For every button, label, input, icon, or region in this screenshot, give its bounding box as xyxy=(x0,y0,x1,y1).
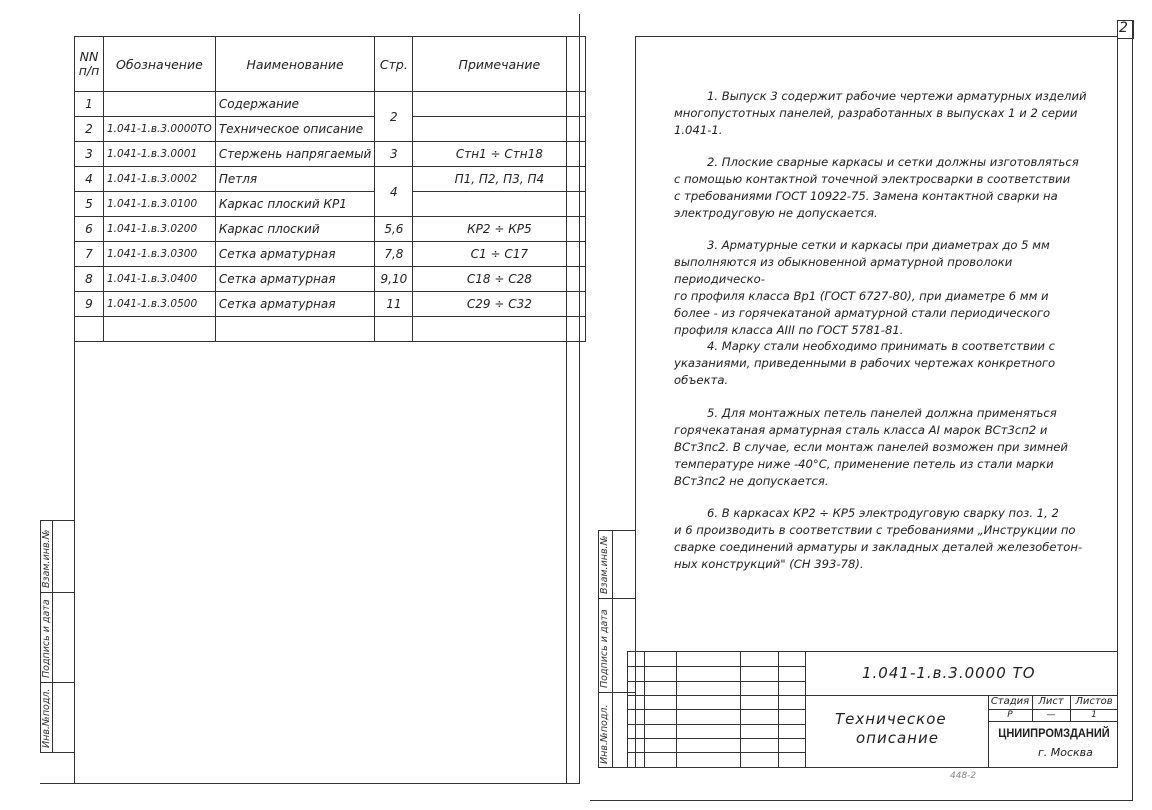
right-sheet-left-border xyxy=(635,36,636,768)
row-code: 1.041-1.в.3.0400 xyxy=(104,267,216,292)
para-line: 1.041-1. xyxy=(674,123,723,137)
stamp-grid-h xyxy=(627,724,805,725)
header-name: Наименование xyxy=(215,37,375,92)
stamp-sheet-value: — xyxy=(1046,710,1056,720)
para-line: 6. В каркасах КР2 ÷ КР5 электродуговую сварку поз. 1, 2 xyxy=(707,506,1059,520)
row-name: Каркас плоский xyxy=(215,217,375,242)
stamp-sheets-label: Листов xyxy=(1075,696,1113,707)
row-name: Содержание xyxy=(215,92,375,117)
row-no: 9 xyxy=(75,292,104,317)
para-line: го профиля класса Вр1 (ГОСТ 6727-80), при диаметре 6 мм и xyxy=(674,289,1049,303)
table-row-empty xyxy=(75,317,586,342)
row-code: 1.041-1.в.3.0100 xyxy=(104,192,216,217)
header-no: NN п/п xyxy=(75,37,104,92)
empty-cell xyxy=(75,317,104,342)
stamp-title-line2: описание xyxy=(856,729,939,747)
stamp-designation: 1.041-1.в.3.0000 ТО xyxy=(862,664,1036,682)
row-note xyxy=(413,117,586,142)
table-row xyxy=(75,192,586,217)
stamp-divider-v xyxy=(805,651,806,767)
table-row xyxy=(75,92,586,117)
row-no: 7 xyxy=(75,242,104,267)
stamp-grid-h xyxy=(627,681,805,682)
para-line: профиля класса АIII по ГОСТ 5781-81. xyxy=(674,323,904,337)
row-code: 1.041-1.в.3.0002 xyxy=(104,167,216,192)
stamp-sheets-value: 1 xyxy=(1091,710,1097,720)
row-no: 8 xyxy=(75,267,104,292)
row-name: Техническое описание xyxy=(215,117,375,142)
left-strip-divider xyxy=(40,592,74,593)
row-note: П1, П2, П3, П4 xyxy=(413,167,586,192)
header-page: Стр. xyxy=(375,37,413,92)
paragraph-3 xyxy=(674,237,1094,339)
row-no: 2 xyxy=(75,117,104,142)
para-line: 1. Выпуск 3 содержит рабочие чертежи арматурных изделий xyxy=(707,89,1087,103)
right-strip-divider xyxy=(598,530,635,531)
row-note xyxy=(413,192,586,217)
right-sheet-top-border xyxy=(635,36,1117,37)
stamp-grid-h xyxy=(627,695,805,696)
paragraph-5 xyxy=(674,405,1094,490)
row-name: Каркас плоский КР1 xyxy=(215,192,375,217)
row-no: 4 xyxy=(75,167,104,192)
table-right-border xyxy=(566,36,567,783)
sheet-number: 2 xyxy=(1119,20,1128,36)
row-note: Стн1 ÷ Стн18 xyxy=(413,142,586,167)
row-page: 5,6 xyxy=(375,217,413,242)
stamp-grid-h xyxy=(627,666,805,667)
header-code: Обозначение xyxy=(104,37,216,92)
left-strip-divider xyxy=(40,682,74,683)
row-code: 1.041-1.в.3.0001 xyxy=(104,142,216,167)
para-line: ВСт3пс2 не допускается. xyxy=(674,474,829,488)
left-label-orig: Инв.№подл. xyxy=(41,688,52,748)
row-page: 9,10 xyxy=(375,267,413,292)
stamp-org: ЦНИИПРОМЗДАНИЙ xyxy=(998,726,1110,740)
para-line: указаниями, приведенными в рабочих чертежах конкретного xyxy=(674,356,1056,370)
table-row xyxy=(75,117,586,142)
paragraph-4 xyxy=(674,338,1094,389)
para-line: температуре ниже -40°С, применение петель из стали марки xyxy=(674,457,1054,471)
right-label-inv: Взам.инв.№ xyxy=(599,535,610,594)
empty-cell xyxy=(375,317,413,342)
footer-number: 448-2 xyxy=(950,771,977,781)
row-code: 1.041-1.в.3.0500 xyxy=(104,292,216,317)
row-page: 7,8 xyxy=(375,242,413,267)
stamp-grid-h xyxy=(627,709,805,710)
row-page: 3 xyxy=(375,142,413,167)
row-code: 1.041-1.в.3.0000ТО xyxy=(104,117,216,142)
para-line: ВСт3пс2. В случае, если монтаж панелей возможен при зимней xyxy=(674,440,1068,454)
paragraph-6 xyxy=(674,505,1094,573)
row-name: Стержень напрягаемый xyxy=(215,142,375,167)
para-line: 5. Для монтажных петель панелей должна применяться xyxy=(707,406,1057,420)
row-note: С1 ÷ С17 xyxy=(413,242,586,267)
right-label-orig: Инв.№подл. xyxy=(599,704,610,764)
row-page: 4 xyxy=(375,167,413,217)
right-sheet-bottom-border xyxy=(598,767,1118,768)
row-name: Петля xyxy=(215,167,375,192)
table-row xyxy=(75,267,586,292)
para-line: 2. Плоские сварные каркасы и сетки должны изготовляться xyxy=(707,155,1079,169)
row-note: С18 ÷ С28 xyxy=(413,267,586,292)
table-row xyxy=(75,142,586,167)
stamp-top xyxy=(627,651,1118,652)
para-line: 4. Марку стали необходимо принимать в соответствии с xyxy=(707,339,1055,353)
row-no: 6 xyxy=(75,217,104,242)
row-no: 3 xyxy=(75,142,104,167)
table-row xyxy=(75,242,586,267)
right-sheet-right-border xyxy=(1117,20,1118,768)
stamp-stage-label: Стадия xyxy=(990,696,1030,707)
row-code xyxy=(104,92,216,117)
para-line: 3. Арматурные сетки и каркасы при диаметрах до 5 мм xyxy=(707,238,1050,252)
table-row xyxy=(75,167,586,192)
contents-table xyxy=(74,36,586,342)
outer-bottom-edge xyxy=(590,800,1133,801)
row-code: 1.041-1.в.3.0200 xyxy=(104,217,216,242)
row-note: С29 ÷ С32 xyxy=(413,292,586,317)
left-strip-divider xyxy=(40,752,74,753)
para-line: горячекатаная арматурная сталь класса АI марок ВСт3сп2 и xyxy=(674,423,1048,437)
para-line: ных конструкций" (СН 393-78). xyxy=(674,557,864,571)
para-line: объекта. xyxy=(674,373,729,387)
table-row xyxy=(75,217,586,242)
para-line: выполняются из обыкновенной арматурной проволоки периодическо- xyxy=(674,255,1013,286)
right-strip-border-2 xyxy=(612,530,613,767)
row-no: 5 xyxy=(75,192,104,217)
table-header-row xyxy=(75,37,586,92)
stamp-grid-h xyxy=(627,738,805,739)
row-note: КР2 ÷ КР5 xyxy=(413,217,586,242)
row-note xyxy=(413,92,586,117)
right-strip-divider xyxy=(598,692,635,693)
stamp-grid-h xyxy=(627,752,805,753)
row-name: Сетка арматурная xyxy=(215,242,375,267)
table-row xyxy=(75,292,586,317)
left-strip-border-2 xyxy=(52,520,53,752)
left-label-inv: Взам.инв.№ xyxy=(41,529,52,588)
row-page: 11 xyxy=(375,292,413,317)
left-label-sign: Подпись и дата xyxy=(41,599,52,678)
empty-cell xyxy=(104,317,216,342)
para-line: электродуговую не допускается. xyxy=(674,206,878,220)
row-no: 1 xyxy=(75,92,104,117)
table-left-border xyxy=(74,36,75,783)
para-line: многопустотных панелей, разработанных в выпусках 1 и 2 серии xyxy=(674,106,1078,120)
stamp-sheet-label: Лист xyxy=(1038,696,1064,707)
right-strip-divider xyxy=(598,598,635,599)
row-name: Сетка арматурная xyxy=(215,292,375,317)
row-name: Сетка арматурная xyxy=(215,267,375,292)
header-note: Примечание xyxy=(413,37,586,92)
paragraph-2 xyxy=(674,154,1094,222)
row-page: 2 xyxy=(375,92,413,142)
empty-cell xyxy=(413,317,586,342)
para-line: более - из горячекатаной арматурной стали периодического xyxy=(674,306,1051,320)
stamp-divider-h3 xyxy=(988,721,1118,722)
left-strip-divider xyxy=(40,520,74,521)
left-sheet-bottom-border xyxy=(40,783,580,784)
right-label-sign: Подпись и дата xyxy=(599,609,610,688)
stamp-title-line1: Техническое xyxy=(835,710,947,728)
stamp-stage-value: Р xyxy=(1007,710,1013,720)
para-line: с требованиями ГОСТ 10922-75. Замена контактной сварки на xyxy=(674,189,1058,203)
para-line: и 6 производить в соответствии с требованиями „Инструкции по xyxy=(674,523,1076,537)
empty-cell xyxy=(215,317,375,342)
para-line: с помощью контактной точечной электросварки в соответствии xyxy=(674,172,1071,186)
outer-right-edge xyxy=(1132,20,1133,800)
row-code: 1.041-1.в.3.0300 xyxy=(104,242,216,267)
stamp-city: г. Москва xyxy=(1038,746,1093,759)
para-line: сварке соединений арматуры и закладных деталей железобетон- xyxy=(674,540,1083,554)
paragraph-1 xyxy=(674,88,1094,139)
